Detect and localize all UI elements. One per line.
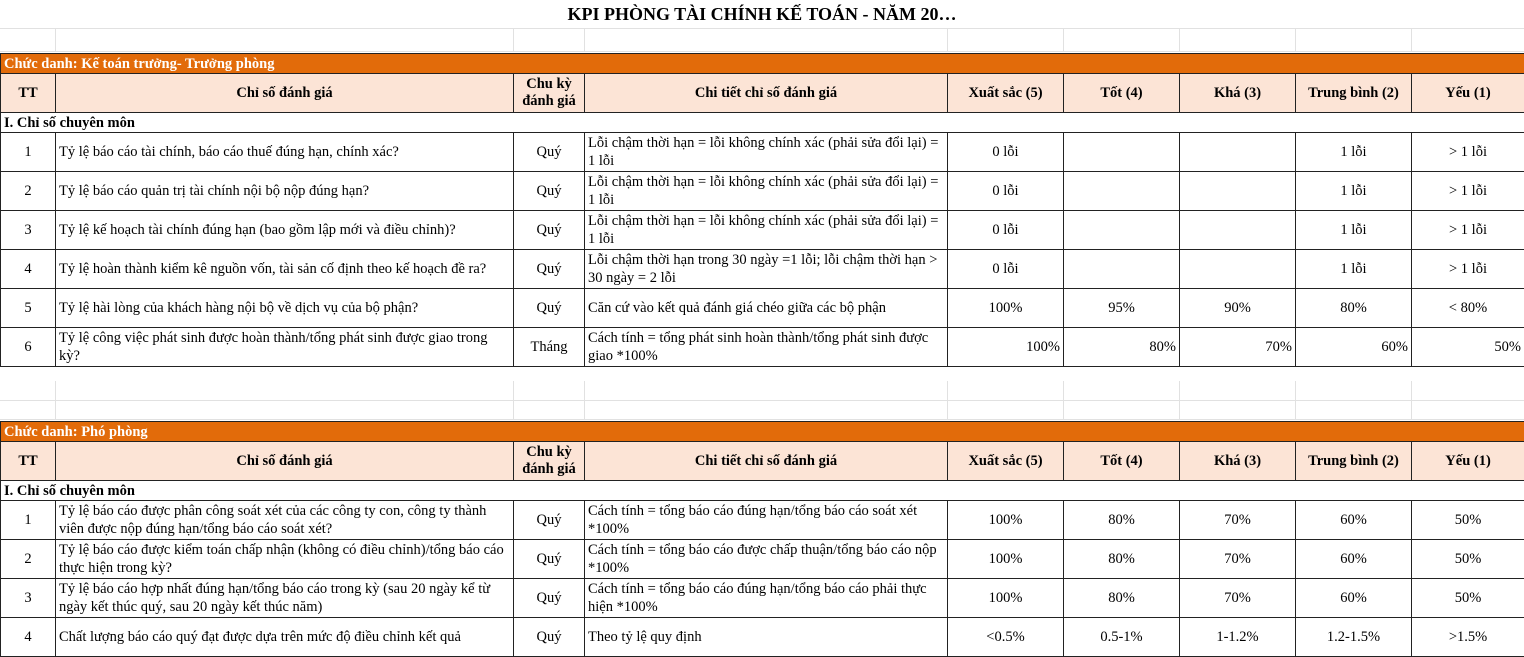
cell-detail[interactable]: Cách tính = tổng báo cáo đúng hạn/tổng báo cáo phải thực hiện *100%: [585, 579, 948, 618]
cell-tt[interactable]: 3: [1, 579, 56, 618]
cell-good[interactable]: [1064, 250, 1180, 289]
cell-average[interactable]: 60%: [1296, 579, 1412, 618]
cell-weak[interactable]: 50%: [1412, 579, 1524, 618]
table-row: [1, 289, 1524, 328]
cell-tt[interactable]: 6: [1, 328, 56, 367]
cell-weak[interactable]: 50%: [1412, 328, 1524, 367]
cell-metric[interactable]: Tỷ lệ báo cáo quản trị tài chính nội bộ nộp đúng hạn?: [56, 172, 514, 211]
group-label[interactable]: I. Chỉ số chuyên môn: [1, 481, 1524, 501]
column-header[interactable]: Chi tiết chỉ số đánh giá: [585, 442, 948, 481]
cell-tt[interactable]: 1: [1, 501, 56, 540]
cell-fair[interactable]: 70%: [1180, 579, 1296, 618]
cell-average[interactable]: 80%: [1296, 289, 1412, 328]
table-row: [1, 579, 1524, 618]
cell-tt[interactable]: 1: [1, 133, 56, 172]
cell-tt[interactable]: 3: [1, 211, 56, 250]
table-row: [1, 133, 1524, 172]
group-label[interactable]: I. Chỉ số chuyên môn: [1, 113, 1524, 133]
table-row: [1, 540, 1524, 579]
cell-good[interactable]: 80%: [1064, 579, 1180, 618]
cell-detail[interactable]: Theo tỷ lệ quy định: [585, 618, 948, 657]
header-row: [1, 74, 1524, 113]
cell-good[interactable]: [1064, 172, 1180, 211]
cell-tt[interactable]: 4: [1, 618, 56, 657]
cell-excellent[interactable]: 100%: [948, 540, 1064, 579]
group-row: [1, 113, 1524, 133]
cell-metric[interactable]: Tỷ lệ báo cáo được phân công soát xét của các công ty con, công ty thành viên được nộp đúng hạn/tổng báo cáo soát xét?: [56, 501, 514, 540]
column-header[interactable]: Chu kỳ đánh giá: [514, 74, 585, 113]
cell-metric[interactable]: Tỷ lệ hài lòng của khách hàng nội bộ về dịch vụ của bộ phận?: [56, 289, 514, 328]
cell-weak[interactable]: >1.5%: [1412, 618, 1524, 657]
column-header[interactable]: Yếu (1): [1412, 442, 1524, 481]
cell-good[interactable]: 95%: [1064, 289, 1180, 328]
cell-fair[interactable]: 70%: [1180, 540, 1296, 579]
cell-weak[interactable]: > 1 lỗi: [1412, 172, 1524, 211]
table-row: [1, 618, 1524, 657]
cell-excellent[interactable]: 100%: [948, 579, 1064, 618]
table-row: [1, 328, 1524, 367]
role-band: [1, 422, 1524, 442]
cell-cycle[interactable]: Quý: [514, 540, 585, 579]
cell-detail[interactable]: Căn cứ vào kết quả đánh giá chéo giữa các bộ phận: [585, 289, 948, 328]
cell-detail[interactable]: Cách tính = tổng báo cáo đúng hạn/tổng báo cáo soát xét *100%: [585, 501, 948, 540]
cell-fair[interactable]: 70%: [1180, 328, 1296, 367]
cell-metric[interactable]: Tỷ lệ báo cáo hợp nhất đúng hạn/tổng báo cáo trong kỳ (sau 20 ngày kể từ ngày kết thúc quý, sau 20 ngày kết thúc năm): [56, 579, 514, 618]
cell-metric[interactable]: Tỷ lệ kế hoạch tài chính đúng hạn (bao gồm lập mới và điều chỉnh)?: [56, 211, 514, 250]
cell-good[interactable]: [1064, 133, 1180, 172]
cell-good[interactable]: 80%: [1064, 540, 1180, 579]
cell-metric[interactable]: Tỷ lệ báo cáo tài chính, báo cáo thuế đúng hạn, chính xác?: [56, 133, 514, 172]
column-header[interactable]: TT: [1, 442, 56, 481]
cell-cycle[interactable]: Quý: [514, 501, 585, 540]
cell-cycle[interactable]: Quý: [514, 172, 585, 211]
cell-fair[interactable]: 70%: [1180, 501, 1296, 540]
cell-average[interactable]: 60%: [1296, 540, 1412, 579]
role-band: [1, 54, 1524, 74]
cell-excellent[interactable]: 0 lỗi: [948, 250, 1064, 289]
cell-average[interactable]: 60%: [1296, 328, 1412, 367]
column-header[interactable]: Chi tiết chỉ số đánh giá: [585, 74, 948, 113]
cell-tt[interactable]: 2: [1, 172, 56, 211]
column-header[interactable]: TT: [1, 74, 56, 113]
section-pho-phong: [0, 421, 1524, 657]
cell-weak[interactable]: 50%: [1412, 540, 1524, 579]
cell-cycle[interactable]: Quý: [514, 133, 585, 172]
role-title[interactable]: Chức danh: Phó phòng: [1, 422, 1524, 442]
cell-fair[interactable]: [1180, 211, 1296, 250]
column-header[interactable]: Chu kỳ đánh giá: [514, 442, 585, 481]
cell-average[interactable]: 1 lỗi: [1296, 250, 1412, 289]
column-header[interactable]: Chỉ số đánh giá: [56, 74, 514, 113]
cell-weak[interactable]: > 1 lỗi: [1412, 250, 1524, 289]
cell-detail[interactable]: Lỗi chậm thời hạn trong 30 ngày =1 lỗi; lỗi chậm thời hạn > 30 ngày = 2 lỗi: [585, 250, 948, 289]
cell-cycle[interactable]: Quý: [514, 289, 585, 328]
kpi-table: [0, 53, 1524, 367]
cell-weak[interactable]: 50%: [1412, 501, 1524, 540]
cell-cycle[interactable]: Quý: [514, 211, 585, 250]
column-header[interactable]: Trung bình (2): [1296, 442, 1412, 481]
cell-detail[interactable]: Cách tính = tổng báo cáo được chấp thuận/tổng báo cáo nộp *100%: [585, 540, 948, 579]
cell-fair[interactable]: [1180, 172, 1296, 211]
cell-average[interactable]: 60%: [1296, 501, 1412, 540]
cell-metric[interactable]: Tỷ lệ công việc phát sinh được hoàn thành/tổng phát sinh được giao trong kỳ?: [56, 328, 514, 367]
column-header[interactable]: Tốt (4): [1064, 442, 1180, 481]
section-truong-phong: [0, 53, 1524, 367]
cell-excellent[interactable]: 0 lỗi: [948, 211, 1064, 250]
cell-good[interactable]: 80%: [1064, 501, 1180, 540]
cell-excellent[interactable]: 0 lỗi: [948, 133, 1064, 172]
column-header[interactable]: Xuất sắc (5): [948, 442, 1064, 481]
cell-fair[interactable]: 90%: [1180, 289, 1296, 328]
column-header[interactable]: Tốt (4): [1064, 74, 1180, 113]
cell-metric[interactable]: Tỷ lệ hoàn thành kiểm kê nguồn vốn, tài sản cố định theo kế hoạch đề ra?: [56, 250, 514, 289]
cell-weak[interactable]: < 80%: [1412, 289, 1524, 328]
cell-detail[interactable]: Cách tính = tổng phát sinh hoàn thành/tổng phát sinh được giao *100%: [585, 328, 948, 367]
table-row: [1, 501, 1524, 540]
header-row: [1, 442, 1524, 481]
cell-excellent[interactable]: 100%: [948, 328, 1064, 367]
cell-excellent[interactable]: 100%: [948, 501, 1064, 540]
cell-cycle[interactable]: Quý: [514, 618, 585, 657]
table-row: [1, 211, 1524, 250]
cell-excellent[interactable]: <0.5%: [948, 618, 1064, 657]
cell-metric[interactable]: Tỷ lệ báo cáo được kiểm toán chấp nhận (không có điều chỉnh)/tổng báo cáo thực hiện trong kỳ?: [56, 540, 514, 579]
cell-fair[interactable]: [1180, 250, 1296, 289]
cell-tt[interactable]: 4: [1, 250, 56, 289]
column-header[interactable]: Chỉ số đánh giá: [56, 442, 514, 481]
cell-tt[interactable]: 2: [1, 540, 56, 579]
table-row: [1, 250, 1524, 289]
cell-good[interactable]: 0.5-1%: [1064, 618, 1180, 657]
cell-average[interactable]: 1.2-1.5%: [1296, 618, 1412, 657]
group-row: [1, 481, 1524, 501]
cell-detail[interactable]: Lỗi chậm thời hạn = lỗi không chính xác (phải sửa đổi lại) = 1 lỗi: [585, 211, 948, 250]
cell-excellent[interactable]: 100%: [948, 289, 1064, 328]
cell-cycle[interactable]: Tháng: [514, 328, 585, 367]
cell-detail[interactable]: Lỗi chậm thời hạn = lỗi không chính xác (phải sửa đổi lại) = 1 lỗi: [585, 172, 948, 211]
cell-fair[interactable]: [1180, 133, 1296, 172]
column-header[interactable]: Trung bình (2): [1296, 74, 1412, 113]
kpi-table: [0, 421, 1524, 657]
cell-weak[interactable]: > 1 lỗi: [1412, 211, 1524, 250]
column-header[interactable]: Khá (3): [1180, 442, 1296, 481]
cell-excellent[interactable]: 0 lỗi: [948, 172, 1064, 211]
cell-average[interactable]: 1 lỗi: [1296, 133, 1412, 172]
cell-good[interactable]: 80%: [1064, 328, 1180, 367]
role-title[interactable]: Chức danh: Kế toán trưởng- Trưởng phòng: [1, 54, 1524, 74]
column-header[interactable]: Khá (3): [1180, 74, 1296, 113]
cell-tt[interactable]: 5: [1, 289, 56, 328]
column-header[interactable]: Yếu (1): [1412, 74, 1524, 113]
column-header[interactable]: Xuất sắc (5): [948, 74, 1064, 113]
cell-cycle[interactable]: Quý: [514, 579, 585, 618]
cell-fair[interactable]: 1-1.2%: [1180, 618, 1296, 657]
cell-good[interactable]: [1064, 211, 1180, 250]
sheet-title: KPI PHÒNG TÀI CHÍNH KẾ TOÁN - NĂM 20…: [0, 0, 1524, 28]
cell-detail[interactable]: Lỗi chậm thời hạn = lỗi không chính xác (phải sửa đổi lại) = 1 lỗi: [585, 133, 948, 172]
cell-cycle[interactable]: Quý: [514, 250, 585, 289]
table-row: [1, 172, 1524, 211]
cell-average[interactable]: 1 lỗi: [1296, 211, 1412, 250]
cell-average[interactable]: 1 lỗi: [1296, 172, 1412, 211]
cell-metric[interactable]: Chất lượng báo cáo quý đạt được dựa trên mức độ điều chỉnh kết quả: [56, 618, 514, 657]
cell-weak[interactable]: > 1 lỗi: [1412, 133, 1524, 172]
